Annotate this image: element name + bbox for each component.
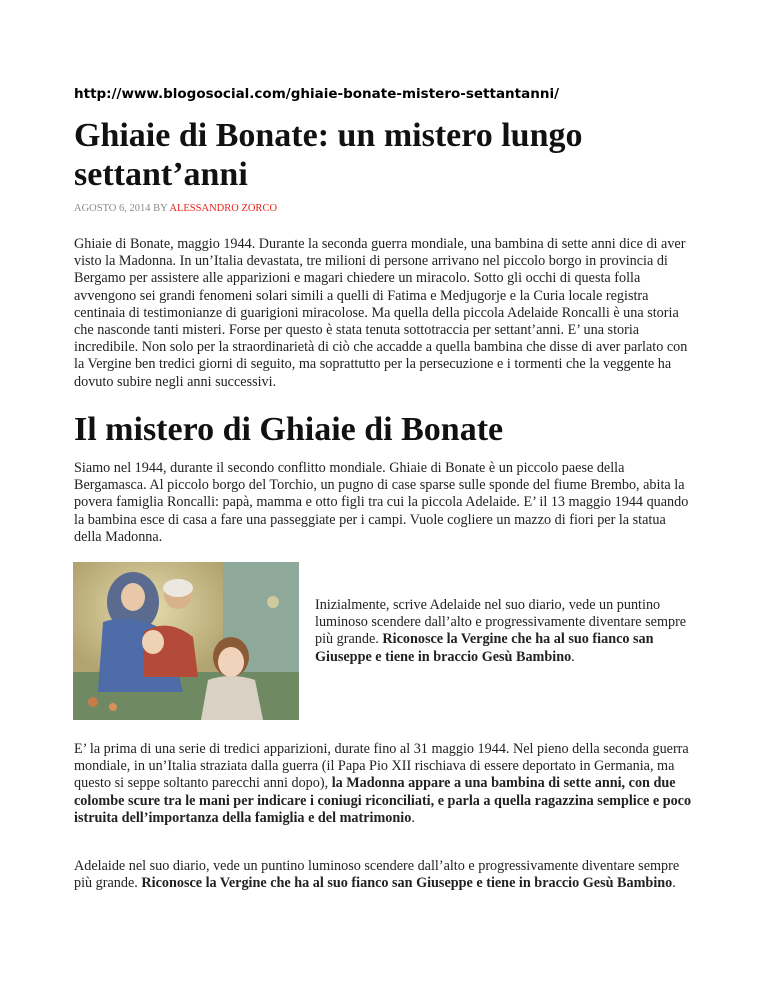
figure-caption-text: Inizialmente, scrive Adelaide nel suo diario, vede un puntino luminoso scendere dall’alto e progressivamente diventare sempre più grande. xyxy=(315,597,687,648)
section-paragraph-3-text: Adelaide nel suo diario, vede un puntino luminoso scendere dall’alto e progressivamente diventare sempre più grande. xyxy=(74,858,680,892)
section-paragraph-2-end: . xyxy=(411,809,415,826)
section-paragraph-3 xyxy=(74,858,696,892)
source-url[interactable]: http://www.blogosocial.com/ghiaie-bonate-mistero-settantanni/ xyxy=(74,86,560,102)
section-paragraph-2-text: E’ la prima di una serie di tredici apparizioni, durate fino al 31 maggio 1944. Nel pieno della seconda guerra mondiale, in un’Italia straziata dalla guerra (il Papa Pio XII rischiava di essere deportato in Germania, ma questo si seppe soltanto parecchi anni dopo), xyxy=(74,741,689,792)
byline xyxy=(74,203,277,214)
figure-caption-end: . xyxy=(571,648,575,665)
intro-paragraph: Ghiaie di Bonate, maggio 1944. Durante la seconda guerra mondiale, una bambina di sette anni dice di aver visto la Madonna. In un’Italia devastata, tre milioni di persone arrivano nel piccolo borgo in provincia di Bergamo per assistere alle apparizioni e magari chiedere un miracolo. Sotto gli occhi di questa folla avvengono sei grandi fenomeni solari simili a quelli di Fatima e Medjugorje e la Curia locale registra centinaia di testimonianze di guarigioni miracolose. Ma quella della piccola Adelaide Roncalli è una storia che nasconde tanti misteri. Forse per questo è stata tenuta sottotraccia per settant’anni. E’ una storia incredibile. Non solo per la straordinarietà di ciò che accadde a quella bambina che disse di aver parlato con la Vergine ben tredici giorni di seguito, ma soprattutto per la persecuzione e i tormenti che la veggente ha dovuto subire negli anni successivi. xyxy=(74,236,688,390)
article-title: Ghiaie di Bonate: un mistero lungo settant’anni xyxy=(74,117,583,193)
section-heading: Il mistero di Ghiaie di Bonate xyxy=(74,411,504,448)
byline-date: AGOSTO 6, 2014 BY xyxy=(74,203,168,214)
section-paragraph-3-bold: Riconosce la Vergine che ha al suo fianco san Giuseppe e tiene in braccio Gesù Bambino xyxy=(141,875,673,892)
section-paragraph-3-end: . xyxy=(672,875,676,892)
section-paragraph-1: Siamo nel 1944, durante il secondo conflitto mondiale. Ghiaie di Bonate è un piccolo paese della Bergamasca. Al piccolo borgo del Torchio, un pugno di case sparse sulle sponde del fiume Brembo, abita la povera famiglia Roncalli: papà, mamma e otto figli tra cui la piccola Adelaide. E’ il 13 maggio 1944 quando la bambina esce di casa a fare una passeggiate per i campi. Vuole cogliere un mazzo di fiori per la statua della Madonna. xyxy=(74,460,689,545)
figure-caption-bold: Riconosce la Vergine che ha al suo fianco san Giuseppe e tiene in braccio Gesù Bambino xyxy=(315,631,654,665)
figure-caption xyxy=(315,597,705,666)
madonna-painting-icon xyxy=(73,562,299,720)
section-paragraph-2-bold: la Madonna appare a una bambina di sette anni, con due colombe scure tra le mani per indicare i coniugi riconciliati, e parla a quella ragazzina semplice e poco istruita dell’importanza della famiglia e del matrimonio xyxy=(74,775,692,826)
madonna-painting-image xyxy=(73,562,299,720)
section-paragraph-2 xyxy=(74,741,696,827)
byline-author-link[interactable]: ALESSANDRO ZORCO xyxy=(169,203,278,214)
